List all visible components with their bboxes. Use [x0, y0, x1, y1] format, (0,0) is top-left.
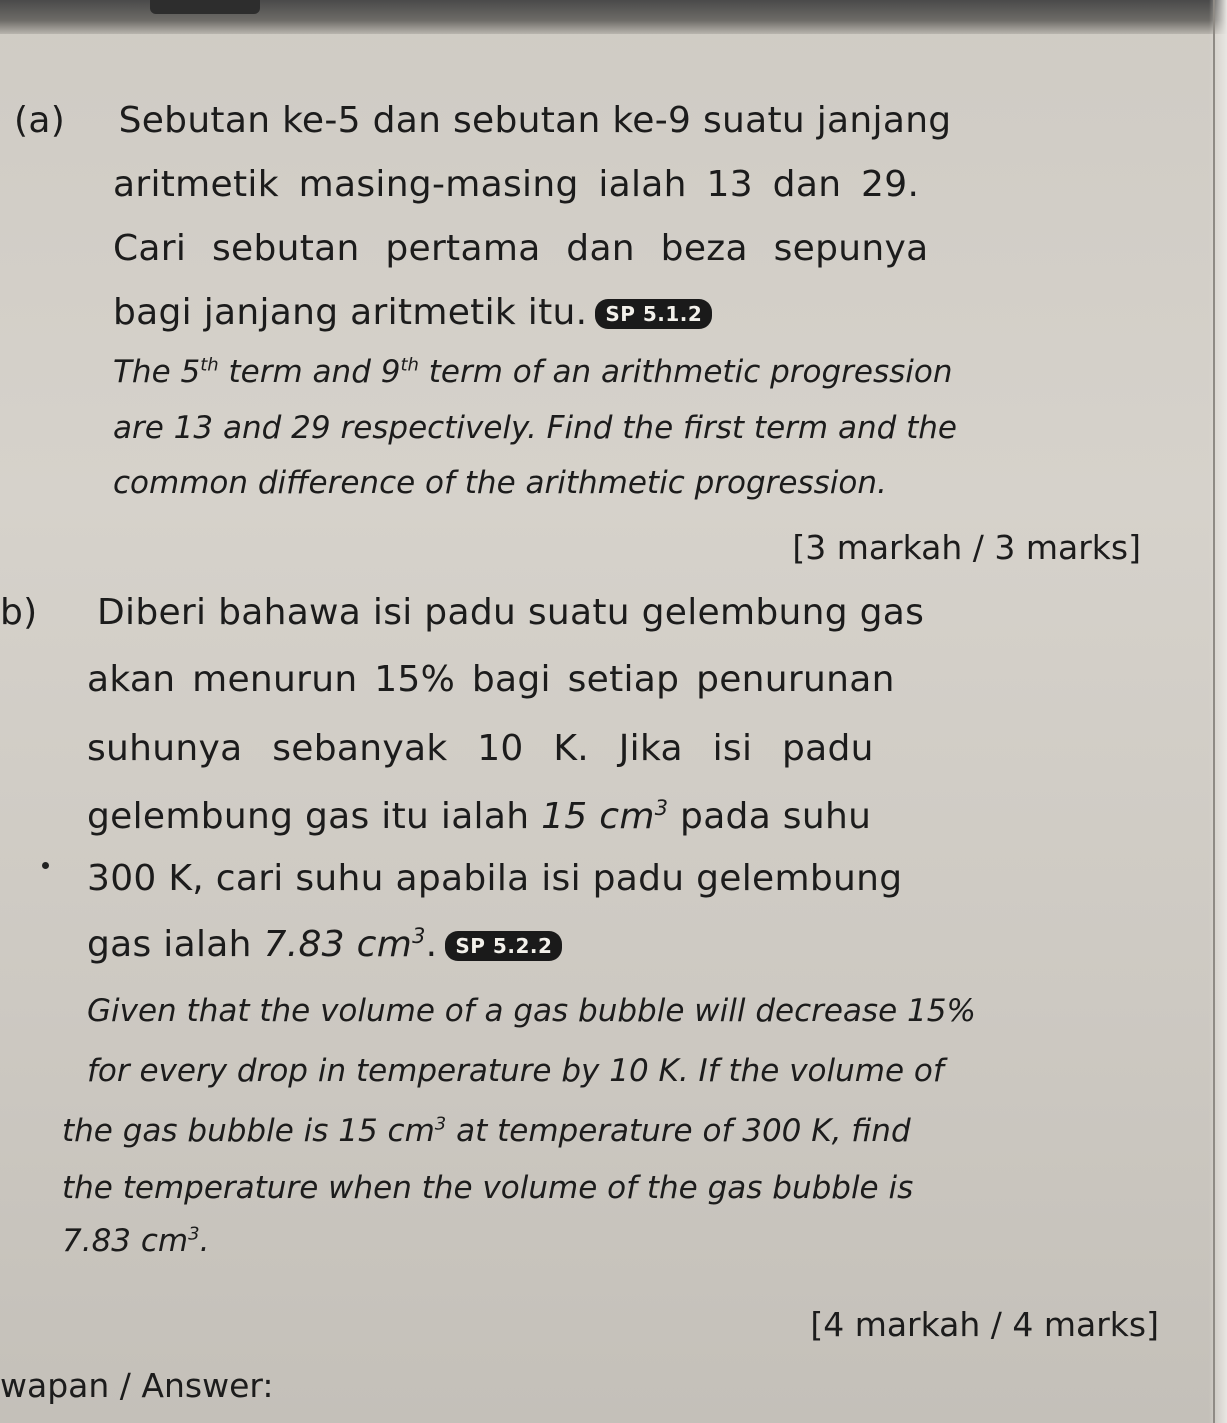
part-a-malay-line4: bagi janjang aritmetik itu. SP 5.1.2 [113, 292, 712, 333]
part-a-english-line2: are 13 and 29 respectively. Find the first term and the [113, 410, 958, 446]
part-a-english-line1: The 5th term and 9th term of an arithmetic progression [113, 354, 953, 390]
part-a-malay-line3: Cari sebutan pertama dan beza sepunya [113, 228, 929, 269]
part-b-malay-line3: suhunya sebanyak 10 K. Jika isi padu [87, 728, 874, 769]
part-a-label: (a) [14, 100, 66, 141]
part-b-malay-line6: gas ialah 7.83 $cm^3$. SP 5.2.2 [87, 924, 562, 965]
bullet-dot [42, 862, 49, 869]
top-edge-shadow [0, 0, 1227, 34]
part-b-english-line5: 7.83 $cm^3$. [62, 1223, 210, 1259]
part-b-english-line2: for every drop in temperature by 10 K. If the volume of [87, 1053, 944, 1089]
part-b-malay-line2: akan menurun 15% bagi setiap penurunan [87, 659, 895, 700]
sp-badge-a: SP 5.1.2 [595, 299, 712, 329]
part-b-english-line1: Given that the volume of a gas bubble will decrease 15% [87, 993, 976, 1029]
page-right-edge [1209, 0, 1227, 1423]
part-b-malay-line5: 300 K, cari suhu apabila isi padu gelembung [87, 858, 903, 899]
part-a-english-line3: common difference of the arithmetic progression. [113, 465, 887, 501]
part-b-malay-line1: b) Diberi bahawa isi padu suatu gelembung gas [0, 592, 925, 633]
binder-tab [150, 0, 260, 14]
part-b-malay-line4: gelembung gas itu ialah 15 $cm^3$ pada suhu [87, 796, 872, 837]
part-b-english-line3: the gas bubble is 15 $cm^3$ at temperature of 300 K, find [62, 1113, 911, 1149]
part-b-marks: [4 markah / 4 marks] [810, 1305, 1159, 1344]
part-a-marks: [3 markah / 3 marks] [792, 528, 1141, 567]
part-a-malay-line1: (a) Sebutan ke-5 dan sebutan ke-9 suatu janjang [14, 100, 952, 141]
sp-badge-b: SP 5.2.2 [445, 931, 562, 961]
answer-label: wapan / Answer: [0, 1366, 274, 1405]
part-b-label: b) [0, 592, 38, 633]
part-a-malay-line2: aritmetik masing-masing ialah 13 dan 29. [113, 164, 920, 205]
part-b-english-line4: the temperature when the volume of the gas bubble is [62, 1170, 914, 1206]
